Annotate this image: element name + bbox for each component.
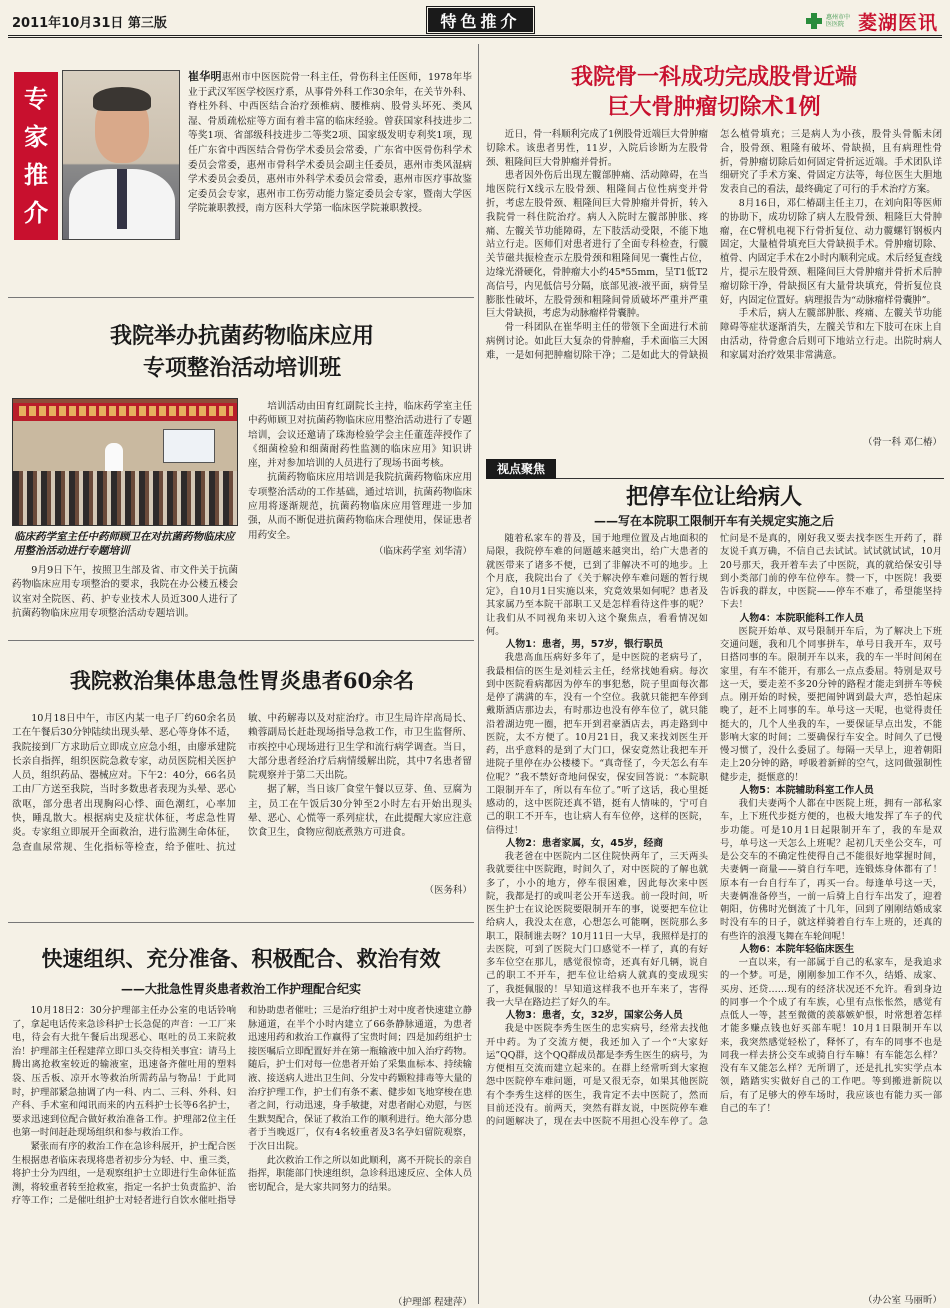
- interviewee-5: 人物5：本院辅助科室工作人员: [739, 784, 874, 796]
- photo-caption: 临床药学室主任中药师顾卫在对抗菌药物临床应用整治活动进行专题培训: [14, 531, 235, 557]
- section-rule: [556, 478, 944, 479]
- training-headline: 我院举办抗菌药物临床应用 专项整治活动培训班: [109, 323, 374, 381]
- bone-headline: 我院骨一科成功完成股骨近端 巨大骨肿瘤切除术1例: [570, 64, 857, 120]
- parking-subtitle: ——写在本院职工限制开车有关规定实施之后: [593, 514, 834, 528]
- medical-cross-icon: [806, 13, 822, 29]
- training-body: 培训活动由田育红副院长主持，临床药学室主任中药师顾卫对抗菌药物临床应用整治活动进行了专题培训，会议还邀请了珠海检验学会主任董莲萍授作了《细菌检验和细菌耐药性监测的临床应用》知识讲座，并对参加培训的人员进行了现场书面考核。 抗菌药物临床应用培训是我院抗菌药物临床应用专项整治活动的工作基础，通过培训，抗菌药物临床应用将逐渐规范，抗菌药物临床应用管理进一步加强，从而不断促进抗菌药物临床合理使用，保证患者用药安全。 （临床药学室 刘华清）: [248, 400, 472, 559]
- divider: [8, 922, 474, 923]
- divider: [8, 640, 474, 641]
- interviewee-4: 人物4：本院职能科工作人员: [739, 612, 864, 624]
- training-paragraph: 9月9日下午，按照卫生部及省、市文件关于抗菌药物临床应用专项整治的要求，我院在办公楼五楼会议室对全院医、药、护专业技术人员近300人进行了抗菌药物临床应用专项整治活动专题培训。: [12, 565, 238, 619]
- parking-byline: （办公室 马丽昕）: [862, 1295, 942, 1306]
- parking-headline: 把停车位让给病人: [625, 484, 802, 510]
- parking-body: 随着私家车的普及，国于地理位置及占地面积的局限，我院停车难的问题越来越突出，给广大患者的就医带来了诸多不便，已到了非解决不可的地步。上个月底，我院出台了《关于解决停车难问题的暂行规定》，自10月1日实施以来，究竟效果如何呢？患者及其家属乃至本院干部职工又是怎样看待这件事的呢？让我们从不同视角来切入这个聚焦点，看看情况如何。 人物1：患者，男，57岁，银行职员 我患高血压病好多年了，是中医院的老病号了，我最相信的医生是刘桂云主任，经常找她看病。每次到中医院看病都因为停车的事犯愁，院子里面每次都是停了满满的车，没有一个空位。我就只能把车停到戴斯酒店那边去，有时那边也没有停车位了，就只能沿着湖边兜一圈，把车开到君豪酒店去，再走路到中医院，太不方便了。10月21日，我又来找刘医生开药，出乎意料的是到了大门口，保安竟然让我把车开进院子里停在办公楼楼下。“真奇怪了，今天怎么有车位呢？”我不禁好奇地问保安，保安回答说：“本院职工限制开车了，所以有车位了。”听了这话，我心里挺感动的，这中医院还真不错，挺有人情味的，宁可自己的职工不开车，也让病人有车位停，这样的医院，信得过！ 人物2：患者家属，女，45岁，经商 我老爸在中医院内二区住院快两年了，三天两头我就要往中医院跑，时间久了，对中医院的了解也就多了，小小的地方，停车很困难，因此每次来中医院，我都是打的或叫老公开车送我。前一段时间，听医生护士在议论医院要限制开车的事，说要把车位让给病人，我没太在意，心想怎么可能啊，医院那么多职工，限制谁去呀？10月11日一大早，我照样是打的去医院，可到了医院大门口感觉不一样了，真的有好多车位空在那儿，感觉很惊奇，还真有好几辆，说自己的职工不开车，把车位让给病人就真的变成现实了，我挺佩服的！早知道这样我不也开车来了，害得我一大早在路边拦了好久的车。 人物3：患者，女，32岁，国家公务人员 我是中医院李秀生医生的忠实病号，经常去找他开中药。为了交流方便，我还加入了一个“大家好运”QQ群，这个QQ群成员都是李秀生医生的病号，为方便相互交流而建立起来的。在群上经常听到大家抱怨中医院停车难问题，可是又很无奈，如果其他医院有个李秀生这样的医生，我肯定不去中医院了，然而目前还没有。前两天，突然有群友说，中医院停车难的问题解决了，现在去中医院不用担心没车停了。急忙问是不是真的，刚好我又要去找李医生开药了，群友说千真万确，不信自己去试试。试试就试试，10月20号那天，我开着车去了中医院，真的就给保安引导到小类部门前的停车位停车。赞一下，中医院！我要告诉我的群友，中医院——停车不难了，希望能坚持下去！ 人物4：本院职能科工作人员 医院开始单、双号限制开车后，为了解决上下班交通问题，我和几个同事拼车，单号日我开车，双号日搭同事的车。限制开车以来，我的车一半时间闲在家里，有车不能开，有那么一点点委屈。特别是双号这一天，要走差不多20分钟的路程才能走到拼车等候点。刚开始的时候，要把闹钟调到最大声，恐怕起床晚了，赶不上同事的车。单号这一天呢，也觉得责任挺大的，几个人坐我的车，一要保证早点出发，不能影响大家的时间；二要确保行车安全。时间久了已慢慢习惯了，没什么委屈了。每隔一天早上，迎着朝阳走上20分钟的路，呼吸着新鲜的空气，这同做强制性健步走，挺惬意的！ 人物5：本院辅助科室工作人员 我们夫妻两个人都在中医院上班，拥有一部私家车，上下班代步挺方便的，也极大地发挥了车子的代步功能。可是10月1日起限制开车了，我的车是双号，单号这一天怎么上班呢？起初几天坐公交车，可是公交车的不确定性使得自己不能很好地掌握时间，夫妻俩一商量——骑自行车吧，连锻炼身体都有了！原本有一台自行车了，再买一台。每逢单号这一天，夫妻俩准备停当，一前一后骑上自行车出发了，迎着朝阳，仿佛时光倒流了十几年，回到了刚刚结婚成家时没有车的日子，就这样骑着自行车上班的，还真的有些许的浪漫飞舞在车轮间呢！ 人物6：本院年轻临床医生 一直以来，有一部属于自己的私家车，是我追求的一个梦。可是，刚刚参加工作不久，结婚、成家、买房、还贷……现有的经济状况还不允许。看到身边的同事一个个成了有车族，心里有点怅怅然，感觉有点低人一等，甚至微微的羡慕嫉妒恨，时常想着怎样才能多赚点钱也好买部车呢！10月1日限制开车以来，我突然感觉轻松了，释怀了，有车的同事不也是同我一样去挤公交车或骑自行车嘛！有车能怎么样？没有车又能怎么样？无所谓了，还是扎扎实实学点本领，踏踏实实做好自己的工作吧。等到搬进新院以后，有了足够大的停车场时，我应该也有能力买一部自己的车了！: [486, 533, 942, 1127]
- nursing-headline: 快速组织、充分准备、积极配合、救治有效: [41, 946, 441, 971]
- expert-bio: [188, 70, 472, 217]
- section-tag: 视点聚焦: [486, 459, 556, 479]
- expert-name: 崔华明: [188, 70, 222, 83]
- gastro-body: 10月18日中午，市区内某一电子厂约60余名员工在午餐后30分钟陆续出现头晕、恶心等身体不适，我院接到厂方求助后立即成立应急小组，由廖承建院长亲自指挥，组织医院急救专家，动员医院相关医护人员，组织药品、器械应对。下午2：40分，66名员工由厂方送至我院，当时多数患者表现为头晕、恶心欲呕，部分患者出现胸闷心悸、面色潮红，心率加快，睡乱散大。根据病史及症状体征，考虑急性胃炎。专家组立即展开全面救治，进行监测生命体征，急查血尿常规、生化指标等检查，给予催吐、抗过敏、中药解毒以及对症治疗。市卫生局许岸高局长、赖蓉副局长赶赴现场指导急救工作，市卫生监督所、市疾控中心现场进行卫生学和流行病学调查。当日，大部分患者经治疗后病情缓解出院，其中7名患者留院观察并于第二天出院。 据了解，当日该厂食堂午餐以豆芽、鱼、豆腐为主，员工在午饭后30分钟至2小时左右开始出现头晕、恶心、心慌等一系列症状，在此提醒大家应注意饮食卫生，食物应彻底煮熟方可进食。: [12, 713, 472, 853]
- logo-subtitle: 惠州市中医医院: [825, 14, 850, 28]
- bone-byline: （骨一科 邓仁椿）: [862, 437, 942, 448]
- newspaper-name: 菱湖医讯: [857, 11, 938, 34]
- expert-bio-text: 惠州市中医医院骨一科主任，骨伤科主任医师，1978年毕业于武汉军医学校医疗系，从事骨外科工作30余年，在关节外科、脊柱外科、中西医结合治疗颈椎病、腰椎病、股骨头坏死、类风湿、骨质疏松症等方面有着丰富的临床经验。曾获国家科技进步二等奖1项、省部级科技进步二等奖2项、国家级发明专利奖1项，现任广东省中西医结合骨伤学术委员会常委，广东省中医骨伤科学术委员会常委，惠州市骨科学术委员会副主任委员，惠州市类风湿病学术委员会委员，惠州市外科学术委员会常委，惠州市医疗事故鉴定委员会专家，惠州市工伤劳动能力鉴定委员会专家，暨南大学医学院兼职教授，南方医科大学第一临床医学院兼职教授。: [188, 72, 472, 215]
- masthead: [8, 6, 942, 38]
- expert-portrait: [62, 70, 180, 240]
- gastro-headline: 我院救治集体患急性胃炎患者60余名: [69, 668, 415, 693]
- training-byline: （临床药学室 刘华清）: [373, 545, 472, 557]
- nursing-body: 10月18日2：30分护理部主任办公室的电话铃响了，拿起电话传来急诊科护士长急促的声音：一工厂来电，待会有大批午餐后出现恶心、呕吐的员工来院救治！护理部主任程建萍立即口头交待相关事宜：请马上腾出离抢救室较近的输液室，迅速备齐催吐用的塑料袋、压舌板、凉开水等救治所需药品与物品！于此同时，护理部紧急抽调了内一科、内二、三科、外科、妇产科、手术室和闻讯而来的内五科护士长等6名护士，要求迅速到位配合做好救治准备工作。护理部2位主任也第一时间赶赴现场组织和参与救治工作。 紧张而有序的救治工作在急诊科展开，护士配合医生根据患者临床表现将患者初步分为轻、中、重三类，将护士分为四组，一是观察组护士立即进行生命体征监测，将较重者转至抢救室，指定一名护士负责监护、治疗等工作；二是催吐组护士对轻者进行自饮水催吐指导和协助患者催吐；三是治疗组护士对中度者快速建立静脉通道，在半个小时内建立了66条静脉通道，为患者迅速用药和救治工作赢得了宝贵时间；四是加药组护士接医嘱后立即配置好并在第一瓶输液中加入治疗药物。随后，护士们对每一位患者开始了采集血标本、持续输液、接送病人进出卫生间、分发中药颗粒排毒等大量的治疗护理工作，护士们有条不紊、健步如飞地穿梭在患者之间，行动迅速，身手敏捷，对患者耐心劝慰，与医生默契配合，保证了救治工作的顺利进行。绝大部分患者于当晚返厂，仅有4名较重者及3名孕妇留院观察，于次日出院。 此次救治工作之所以如此顺利，离不开院长的亲自指挥，职能部门快速组织，急诊科迅速反应、全体人员密切配合，是大家共同努力的结果。: [12, 1005, 472, 1207]
- nursing-byline: （护理部 程建萍）: [392, 1297, 472, 1308]
- center-divider: [478, 44, 479, 1304]
- issue-date: 2011年10月31日 第三版: [12, 16, 167, 31]
- interviewee-3: 人物3：患者，女，32岁，国家公务人员: [505, 1010, 683, 1021]
- column-title: 特色推介: [428, 8, 533, 32]
- training-photo: [12, 398, 238, 526]
- expert-recommend-tag: 专 家 推 介: [14, 72, 58, 240]
- newspaper-logo: [806, 8, 938, 34]
- interviewee-6: 人物6：本院年轻临床医生: [739, 943, 855, 955]
- divider: [8, 297, 474, 298]
- interviewee-1: 人物1：患者，男，57岁，银行职员: [505, 639, 664, 650]
- nursing-subtitle: ——大批急性胃炎患者救治工作护理配合纪实: [120, 982, 361, 996]
- interviewee-2: 人物2：患者家属，女，45岁，经商: [505, 837, 664, 849]
- bone-body: 近日，骨一科顺利完成了1例股骨近端巨大骨肿瘤切除术。该患者男性，11岁，入院后诊断为左股骨颈、粗隆间巨大骨肿瘤并骨折。 患者因外伤后出现左髋部肿痛、活动障碍，在当地医院行X线示左股骨颈、粗隆间占位性病变并骨折，考虑左股骨颈、粗隆间巨大骨肿瘤并骨折，转入我院骨一科住院治疗。病人入院时左髋部肿胀、疼痛、左髋关节功能障碍，左下肢活动受限，不能下地站立行走。医师们对患者进行了全面专科检查，行髋关节磁共振检查示左股骨颈和粗隆间见一囊性占位，边缘光滑硬化，骨肿瘤大小约45*55mm，呈T1低T2高信号，内见低信号分隔，底部见液-液平面，病骨呈膨胀性破坏，左股骨颈和粗隆间骨质破坏严重并严重巨大骨缺损，考虑为动脉瘤样骨囊肿。 骨一科团队在崔华明主任的带领下全面进行术前病例讨论。如此巨大复杂的骨肿瘤，手术面临三大困难，一是如何把肿瘤切除干净；二是如此大的骨缺损怎么植骨填充；三是病人为小孩，股骨头骨骺未闭合，股骨颈、粗隆有破坏、骨缺损，且有病理性骨折，骨肿瘤切除后如何固定骨折远近端。手术团队详细研究了手术方案、骨固定方法等，每位医生大胆地发表自己的看法，最终确定了可行的手术治疗方案。 8月16日，邓仁椿副主任主刀，在刘向阳等医师的协助下，成功切除了病人左股骨颈、粗隆巨大骨肿瘤，在C臂机电视下行骨折复位、动力髋螺钉钢板内固定，大量植骨填充巨大骨缺损手术。骨肿瘤切除、植骨、内固定手术在2小时内顺利完成。术后经复查线片，提示左股骨颈、粗隆间巨大骨肿瘤并骨折术后肿瘤切除干净，骨缺损区有大量骨块填充，骨折复位良好，内固定位置好。病理报告为“动脉瘤样骨囊肿”。 手术后，病人左髋部肿胀、疼痛、左髋关节功能障碍等症状逐渐消失，左髋关节和左下肢可在床上自由活动，待骨愈合后则可下地站立行走。出院时病人和家属对治疗效果非常满意。: [486, 129, 942, 361]
- gastro-byline: （医务科）: [424, 885, 472, 896]
